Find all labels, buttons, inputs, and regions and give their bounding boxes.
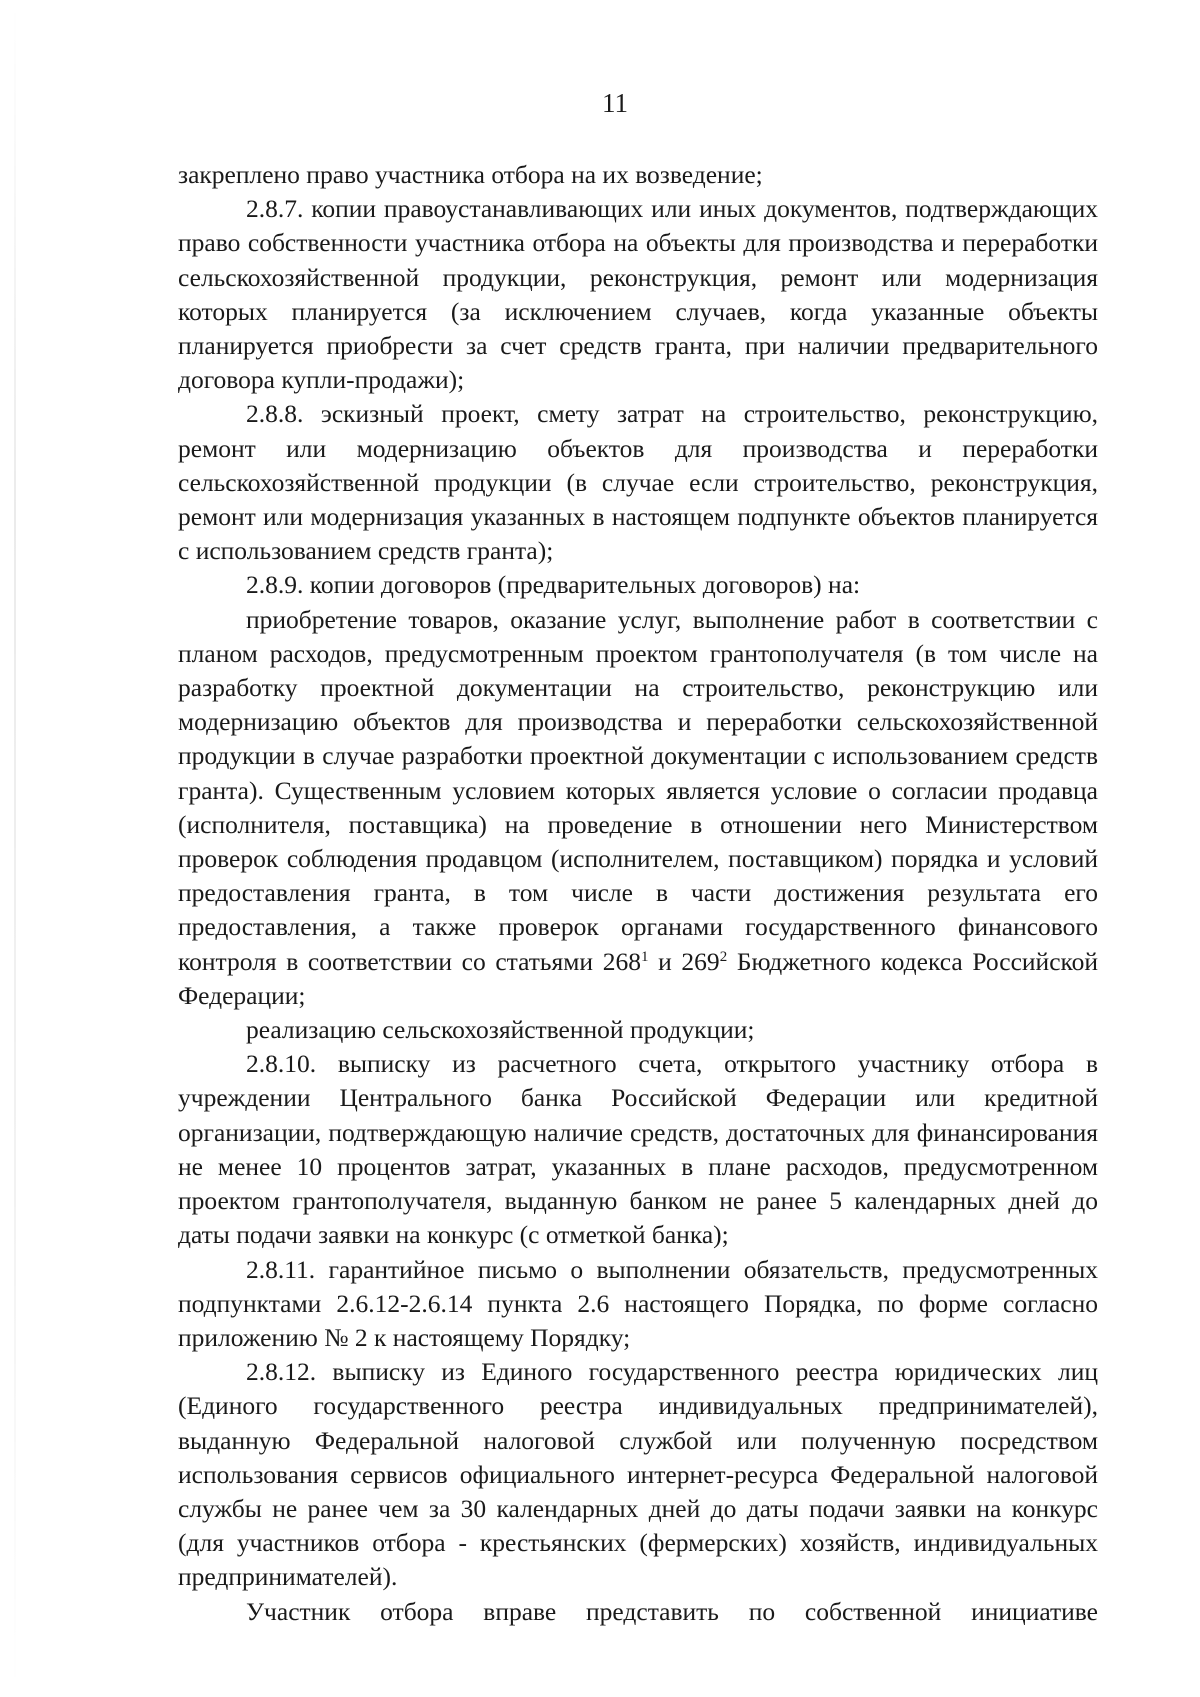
scan-edge (14, 0, 16, 1697)
document-body (178, 158, 1098, 1629)
superscript: 2 (719, 948, 728, 965)
paragraph-2-8-12: 2.8.12. выписку из Единого государственного реестра юридических лиц (Единого государственного реестра индивидуальных предпринимателей), выданную Федеральной налоговой службой или полученную посредством использования сервисов официального интернет-ресурса Федеральной налоговой службы не ранее чем за 30 календарных дней до даты подачи заявки на конкурс (для участников отбора - крестьянских (фермерских) хозяйств, индивидуальных предпринимателей). (178, 1357, 1098, 1592)
paragraph-final: Участник отбора вправе представить по собственной инициативе (246, 1596, 1098, 1626)
superscript: 1 (640, 948, 649, 965)
page-number: 11 (602, 88, 628, 118)
paragraph-text-part: приобретение товаров, оказание услуг, выполнение работ в соответствии с планом расходов, предусмотренным проектом грантополучателя (в том числе на разработку проектной документации на строительство, реконструкцию или модернизацию объектов для производства и переработки сельскохозяйственной продукции в случае разработки проектной документации с использованием средств гранта). Существенным условием которых является условие о согласии продавца (исполнителя, поставщика) на проведение в отношении него Министерством проверок соблюдения продавцом (исполнителем, поставщиком) порядка и условий предоставления гранта, в том числе в части достижения результата его предоставления, а также проверок органами государственного финансового контроля в соответствии со статьями 268 (178, 604, 1098, 976)
paragraph-sales: реализацию сельскохозяйственной продукции; (246, 1015, 755, 1045)
paragraph-text-part: Бюджетного кодекса Российской Федерации; (178, 946, 1098, 1010)
paragraph-2-8-11: 2.8.11. гарантийное письмо о выполнении обязательств, предусмотренных подпунктами 2.6.12-2.6.14 пункта 2.6 настоящего Порядка, по форме согласно приложению № 2 к настоящему Порядку; (178, 1254, 1098, 1352)
paragraph-continuation: закреплено право участника отбора на их возведение; (178, 160, 763, 189)
paragraph-2-8-7: 2.8.7. копии правоустанавливающих или иных документов, подтверждающих право собственности участника отбора на объекты для производства и переработки сельскохозяйственной продукции, реконструкция, ремонт или модернизация которых планируется (за исключением случаев, когда указанные объекты планируется приобрести за счет средств гранта, при наличии предварительного договора купли-продажи); (178, 194, 1098, 395)
paragraph-text-part: и 269 (648, 946, 720, 976)
paragraph-purchase-contracts (178, 603, 1098, 1013)
paragraph-2-8-8: 2.8.8. эскизный проект, смету затрат на строительство, реконструкцию, ремонт или модернизацию объектов для производства и переработки сельскохозяйственной продукции (в случае если строительство, реконструкция, ремонт или модернизация указанных в настоящем подпункте объектов планируется с использованием средств гранта); (178, 399, 1098, 566)
paragraph-2-8-10: 2.8.10. выписку из расчетного счета, открытого участнику отбора в учреждении Центрального банка Российской Федерации или кредитной организации, подтверждающую наличие средств, достаточных для финансирования не менее 10 процентов затрат, указанных в плане расходов, предусмотренном проектом грантополучателя, выданную банком не ранее 5 календарных дней до даты подачи заявки на конкурс (с отметкой банка); (178, 1049, 1098, 1250)
paragraph-2-8-9: 2.8.9. копии договоров (предварительных договоров) на: (246, 570, 861, 600)
